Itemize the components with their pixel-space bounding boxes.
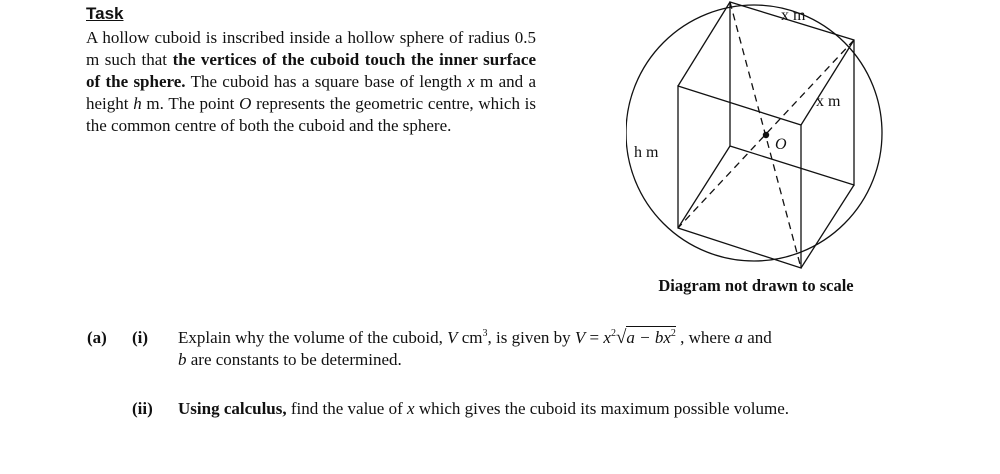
question-a-ii-text: Using calculus, find the value of x which gives the cuboid its maximum possible volume. <box>178 399 790 418</box>
sphere-outline <box>626 5 882 261</box>
sphere-cuboid-diagram <box>626 0 886 272</box>
label-side-x: x m <box>816 93 841 110</box>
cuboid-edge <box>678 146 730 228</box>
subpart-label-ii: (ii) <box>132 399 153 418</box>
question-a-i <box>0 327 1000 375</box>
cuboid-front-face <box>678 86 801 268</box>
label-top-x: x m <box>781 7 806 24</box>
task-heading: Task <box>86 4 124 23</box>
part-label-a: (a) <box>87 328 107 347</box>
label-centre-o: O <box>775 136 787 153</box>
emphasis-text: the vertices of the cuboid touch the inner surface of the sphere. <box>86 50 536 91</box>
label-height-h: h m <box>634 144 659 161</box>
question-a-ii <box>0 398 1000 422</box>
task-description: A hollow cuboid is inscribed inside a hollow sphere of radius 0.5 m such that the vertices of the cuboid touch the inner surface of the sphere. The cuboid has a square base of length x m and a height h m. The point O represents the geometric centre, which is the common centre of both the cuboid and the sphere. <box>86 28 536 135</box>
cuboid-edge <box>801 185 854 268</box>
question-a-i-text: Explain why the volume of the cuboid, V $cm^3$, is given by $V = x^2√a - bx^2$ , where a and b are constants to be determined. <box>178 327 772 369</box>
diagram-caption: Diagram not drawn to scale <box>658 276 854 295</box>
centre-point <box>763 132 769 138</box>
subpart-label-i: (i) <box>132 328 149 347</box>
emphasis-text: Using calculus, <box>178 399 287 418</box>
cuboid-edge <box>801 40 854 125</box>
volume-formula: $V = x^2√a - bx^2$ <box>574 327 676 348</box>
